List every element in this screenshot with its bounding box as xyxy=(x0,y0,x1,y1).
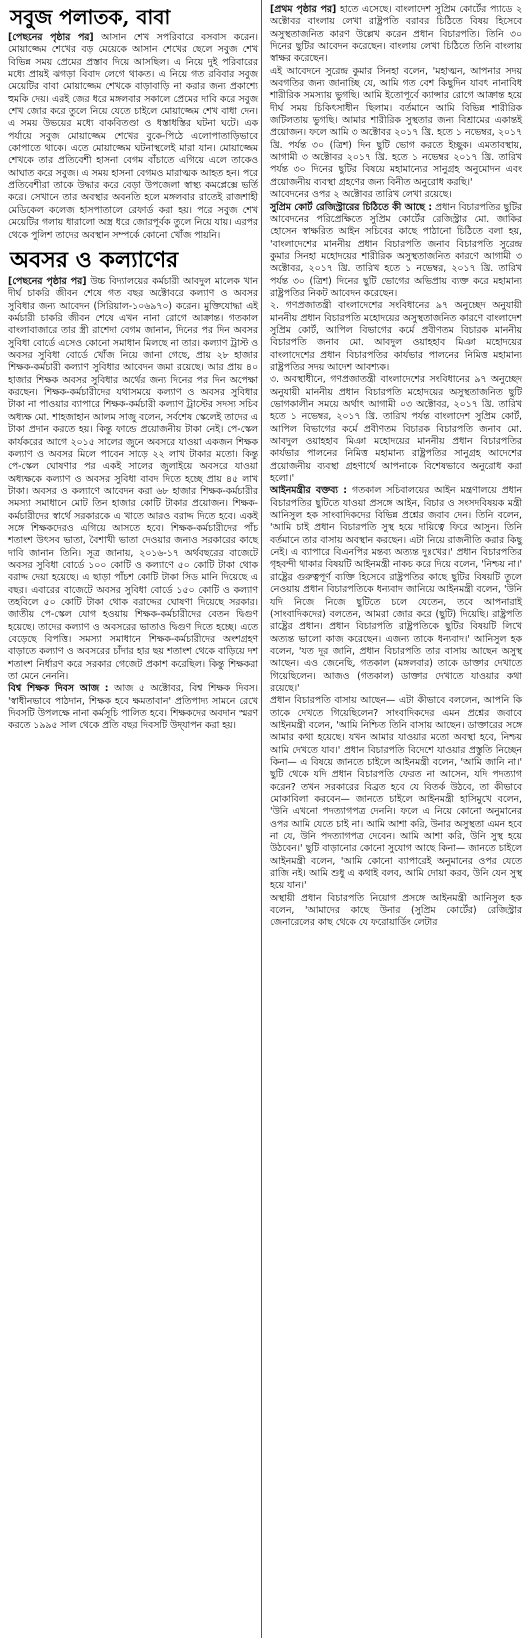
story1-text: আসান শেখ সপরিবারে বসবাস করেন। মোয়াজ্জেম শেখের বড় মেয়েকে আসান শেখের ছেলে সবুজ শেখ বিভিন্ন সময় প্রেমের প্রস্তাব দিয়ে আসছিল। এ নিয়ে দুই পরিবারের মধ্যে প্রায়ই ঝগড়া বিবাদ লেগে থাকত। এ নিয়ে গত রবিবার সবুজ মেয়েটির বাবা মোয়াজ্জেম শেখকে বাড়াবাড়ি না করার জন্য প্রকাশ্যে হুমকি দেয়। এরই জের ধরে মঙ্গলবার সকালে প্রেমের দাবি করে সবুজ শেখ জোর করে তুলে নিয়ে যেতে চাইলে মোয়াজ্জেম শেখ বাধা দেন। এ সময় উভয়ের মধ্যে বাকবিতণ্ডা ও ধস্তাধস্তির ঘটনা ঘটে। এক পর্যায়ে সবুজ মোয়াজ্জেম শেখের বুকে-পিঠে এলোপাতাড়িভাবে কোপাতে থাকে। এতে মোয়াজ্জেম ঘটনাস্থলেই মারা যান। মোয়াজ্জেম শেখকে তার প্রতিবেশী হাসনা বেগম বাঁচাতে এগিয়ে এলে তাকেও আঘাত করে সবুজ। এ সময় হাসনা বেগমও মারাত্মক আহত হন। পরে প্রতিবেশীরা তাকে উদ্ধার করে বেড়া উপজেলা স্বাস্থ্য কমপ্লেক্সে ভর্তি করে। সেখানে তার অবস্থার অবনতি হলে মঙ্গলবার রাতেই রাজশাহী মেডিকেল কলেজ হাসপাতালে রেফার্ড করা হয়। পরে সবুজ শেখ মেয়েটির গলায় ধারালো অস্ত্র ধরে জোরপূর্বক তুলে নিয়ে যায়। এরপর থেকে পুলিশ তাদের অবস্থান সম্পর্কে কোনো খোঁজ পায়নি। xyxy=(8,32,258,241)
paragraph: এই আবেদনে সুরেন্দ্র কুমার সিনহা বলেন, 'মহাত্মন, আপনার সদয় অবগতির জন্য জানাচ্ছি যে, আমি গত বেশ কিছুদিন যাবৎ নানাবিধ শারীরিক সমস্যায় ভুগছি। আমি ইতোপূর্বে ক্যান্সার রোগে আক্রান্ত হয়ে দীর্ঘ সময় চিকিৎসাধীন ছিলাম। বর্তমানে আমি বিভিন্ন শারীরিক জটিলতায় ভুগছি। আমার শারীরিক সুস্থতার জন্য বিশ্রামের একান্তই প্রয়োজন। ফলে আমি ৩ অক্টোবর ২০১৭ খ্রি. হতে ১ নভেম্বর, ২০১৭ খ্রি. পর্যন্ত ৩০ (ত্রিশ) দিন ছুটি ভোগ করতে ইচ্ছুক। এমতাবস্থায়, আগামী ৩ অক্টোবর ২০১৭ খ্রি. হতে ১ নভেম্বর ২০১৭ খ্রি. তারিখ পর্যন্ত ৩০ দিনের ছুটির বিষয়ে মহামান্যের সানুগ্রহ অনুমোদন এবং প্রয়োজনীয় ব্যবস্থা গ্রহণের জন্য বিনীত অনুরোধ করছি।' xyxy=(270,65,522,188)
column-divider xyxy=(261,0,262,1638)
subsection-law-minister xyxy=(270,485,522,695)
subsection-registrar xyxy=(270,202,522,301)
story2-sub xyxy=(8,683,258,732)
subheading: আইনমন্ত্রীর বক্তব্য : xyxy=(270,485,348,497)
intro-text: হাতে এসেছে। বাংলাদেশ সুপ্রিম কোর্টের প্যাডে ২ অক্টোবর বাংলায় লেখা রাষ্ট্রপতি বরাবর চিঠিতে বিষয় হিসেবে অসুস্থতাজনিত কারণ উল্লেখ করেন প্রধান বিচারপতি। তিনি ৩০ দিনের ছুটির আবেদন করেছেন। বাংলায় লেখা চিঠিতে তিনি বাংলায় স্বাক্ষর করেছেন। xyxy=(270,4,522,65)
subheading: সুপ্রিম কোর্ট রেজিস্ট্রারের চিঠিতে কী আছে : xyxy=(270,201,433,213)
continuation-tag: [প্রথম পৃষ্ঠার পর] xyxy=(270,4,337,15)
story1-body xyxy=(8,32,258,242)
subheading: বিশ্ব শিক্ষক দিবস আজ : xyxy=(8,683,109,695)
right-column xyxy=(264,0,526,1638)
paragraph: আবেদনের ওপর ২ অক্টোবর তারিখ লেখা রয়েছে। xyxy=(270,189,452,201)
headline-story1: সবুজ পলাতক, বাবা xyxy=(10,5,171,29)
story2-text: উচ্চ বিদ্যালয়ের কর্মচারী আবদুল মালেক খান দীর্ঘ চাকরি জীবন শেষে গত বছর অক্টোবরে কল্যাণ ও অবসর সুবিধার জন্য আবেদন (সিরিয়াল-১০৬৯৭০) করেন। মুক্তিযোদ্ধা এই কর্মচারী চাকরি জীবন শেষে এখন নানা রোগে আক্রান্ত। গতকাল বাংলাবাজারে তার স্ত্রী রাশেদা বেগম জানান, দিনের পর দিন অবসর সুবিধা বোর্ডে এসেও কোনো সমাধান মিলছে না তার। কল্যাণ ট্রাস্ট ও অবসর সুবিধা বোর্ডে খোঁজ নিয়ে জানা গেছে, প্রায় ২৮ হাজার শিক্ষক-কর্মচারী কল্যাণ সুবিধার আবেদন জমা রয়েছে। আর প্রায় ৪০ হাজার শিক্ষক অবসর সুবিধার অর্থের জন্য দিনের পর দিন অপেক্ষা করছেন। শিক্ষক-কর্মচারীদের যথাসময়ে কল্যাণ ও অবসর সুবিধার টাকা না পাওয়ার ব্যাপারে শিক্ষক-কর্মচারী কল্যাণ ট্রাস্টের সদস্য সচিব অধ্যক্ষ মো. শাহজাহান আলম সাজু বলেন, সর্বশেষ স্কেলেই তাদের এ টাকা প্রদান করতে হয়। কিন্তু ফান্ডে প্রয়োজনীয় টাকা নেই। পে-স্কেল কার্যকরের আগে ২০১৫ সালের জুনে অবসরে যাওয়া একজন শিক্ষক কল্যাণ ও অবসর মিলে পাবেন সাড়ে ২২ লাখ টাকার মতো। কিন্তু পে-স্কেল ঘোষণার পর একই সালের জুলাইয়ে অবসরে যাওয়া অধ্যক্ষকে কল্যাণ ও অবসর সুবিধা বাবদ দিতে হচ্ছে প্রায় ৪৫ লাখ টাকা। অবসর ও কল্যাণে আবেদন করা ৬৮ হাজার শিক্ষক-কর্মচারীর সমস্যা সমাধানে মোট তিন হাজার কোটি টাকার প্রয়োজন। শিক্ষক-কর্মচারীদের স্বার্থে সরকারকে এ খাতে আরও বরাদ্দ দিতে হবে। একই সঙ্গে শিক্ষকদেরও এগিয়ে আসতে হবে। শিক্ষক-কর্মচারীদের পাঁচ শতাংশ উৎসব ভাতা, বৈশাখী ভাতা দেওয়ার জন্যও সরকারের কাছে দাবি জানান তিনি। সূত্র জানায়, ২০১৬-১৭ অর্থবছরের বাজেটে অবসর সুবিধা বোর্ডে ১০০ কোটি ও কল্যাণে ৫০ কোটি টাকা থোক বরাদ্দ দেয়া হয়েছে। এ ছাড়া পাঁচশ কোটি টাকা সিড মানি দিয়েছে এ বছর। এবারের বাজেটে অবসর সুবিধা বোর্ডে ১৫০ কোটি ও কল্যাণ তহবিলে ৫০ কোটি টাকা থোক বরাদ্দের ঘোষণা দিয়েছে সরকার। জাতীয় পে-স্কেল যোগ হওয়ায় শিক্ষক-কর্মচারীদের বেতন দ্বিগুণ হয়েছে। তাদের কল্যাণ ও অবসরের ভাতাও দ্বিগুণ দিতে হচ্ছে। এতে বেড়েছে বিপত্তি। সমস্যা সমাধানে শিক্ষক-কর্মচারীদের অংশগ্রহণ বাড়াতে কল্যাণ ও অবসরের চাঁদার হার ছয় শতাংশ থেকে বাড়িয়ে দশ শতাংশ নির্ধারণ করে সরকার গেজেট প্রকাশ করেছিল। কিন্তু শিক্ষকরা তা মেনে নেননি। xyxy=(8,276,258,683)
story2-sub-text: আজ ৫ অক্টোবর, বিশ্ব শিক্ষক দিবস। 'স্বাধীনভাবে পাঠদান, শিক্ষক হবে ক্ষমতাবান' প্রতিপাদ্য সামনে রেখে দিবসটি উপলক্ষে নানা কর্মসূচি পালিত হবে। শিক্ষকদের অবদান স্মরণ করতে ১৯৯৫ সাল থেকে প্রতি বছর দিবসটি উদ্‌যাপন করা হয়। xyxy=(8,683,258,732)
continuation-tag: [পেছনের পৃষ্ঠার পর] xyxy=(8,32,94,43)
paragraph: অস্থায়ী প্রধান বিচারপতি নিয়োগ প্রসঙ্গে আইনমন্ত্রী আনিসুল হক বলেন, 'আমাদের কাছে উনার (সুপ্রিম কোর্টের) রেজিস্ট্রার জেনারেলের কাছ থেকে যে ফরোয়ার্ডিং লেটার xyxy=(270,892,522,929)
continuation-tag: [পেছনের পৃষ্ঠার পর] xyxy=(8,276,87,288)
story2-body xyxy=(8,276,258,683)
paragraph: ২. গণপ্রজাতন্ত্রী বাংলাদেশের সংবিধানের ৯৭ অনুচ্ছেদ অনুযায়ী মাননীয় প্রধান বিচারপতি মহোদয়ের অসুস্থতাজনিত কারণে বাংলাদেশ সুপ্রিম কোর্ট, আপিল বিভাগের কর্মে প্রবীণতম বিচারক মাননীয় বিচারপতি জনাব মো. আবদুল ওয়াহহাব মিঞা মহোদয়ের বাংলাদেশের প্রধান বিচারপতির কার্যভার পালনের নিমিত্ত মহামান্য রাষ্ট্রপতির সদয় আদেশ আবশ্যক। xyxy=(270,300,522,373)
paragraph: প্রধান বিচারপতি বাসায় আছেন— এটা কীভাবে বললেন, আপনি কি তাকে দেখতে গিয়েছিলেন? সাংবাদিকদের এমন প্রশ্নের জবাবে আইনমন্ত্রী বলেন, 'আমি নিশ্চিত তিনি বাসায় আছেন। ডাক্তারের সঙ্গে আমার কথা হয়েছে। যখন আমার যাওয়ার মতো অবস্থা হবে, নিশ্চয় আমি দেখতে যাব।' প্রধান বিচারপতি বিদেশে যাওয়ার প্রস্তুতি নিচ্ছেন কিনা— এ বিষয়ে জানতে চাইলে আইনমন্ত্রী বলেন, 'আমি জানি না।' ছুটি থেকে যদি প্রধান বিচারপতি ফেরত না আসেন, যদি পদত্যাগ করেন? তখন সরকারের বিব্রত হবে যে বিতর্ক উঠবে, তা কীভাবে মোকাবিলা করবেন— জানতে চাইলে আইনমন্ত্রী হাসিমুখে বলেন, 'উনি এখনো পদত্যাগপত্র দেননি। ফলে এ নিয়ে কোনো অনুমানের ওপর আমি যেতে চাই না। আমি আশা করি, উনার অসুস্থতা এমন হবে না যে, উনি পদত্যাগপত্র দেবেন। আমি আশা করি, উনি সুস্থ হয়ে উঠবেন।' ছুটি বাড়ানোর কোনো সুযোগ আছে কিনা— জানতে চাইলে আইনমন্ত্রী বলেন, 'আমি কোনো ব্যাপারেই অনুমানের ওপর যেতে রাজি নই। আমি শুধু এ কথাই বলব, আমি দোয়া করব, উনি যেন সুস্থ হয়ে যান।' xyxy=(270,695,522,892)
paragraph: ৩. অবস্থাধীনে, গণপ্রজাতন্ত্রী বাংলাদেশের সংবিধানের ৯৭ অনুচ্ছেদ অনুযায়ী মাননীয় প্রধান বিচারপতি মহোদয়ের অসুস্থতাজনিত ছুটি ভোগকালীন সময়ে অর্থাৎ আগামী ০৩ অক্টোবর, ২০১৭ খ্রি. তারিখ হতে ১ নভেম্বর, ২০১৭ খ্রি. তারিখ পর্যন্ত বাংলাদেশ সুপ্রিম কোর্ট, আপিল বিভাগের কর্মে প্রবীণতম বিচারক বিচারপতি জনাব মো. আবদুল ওয়াহহাব মিঞা মহোদয়ের মাননীয় প্রধান বিচারপতির কার্যভার পালনের নিমিত্ত মহামান্য রাষ্ট্রপতির সানুগ্রহ আদেশের প্রয়োজনীয় ব্যবস্থা গ্রহণার্থে আপনাকে বিশেষভাবে অনুরোধ করা হলো।' xyxy=(270,374,522,485)
subsection-text: গতকাল সচিবালয়ের আইন মন্ত্রণালয়ে প্রধান বিচারপতির ছুটিতে যাওয়া প্রসঙ্গে আইন, বিচার ও সংসদবিষয়ক মন্ত্রী আনিসুল হক সাংবাদিকদের বিভিন্ন প্রশ্নের জবাব দেন। তিনি বলেন, 'আমি চাই প্রধান বিচারপতি সুস্থ হয়ে দায়িত্বে ফিরে আসুন। তিনি বর্তমানে তার বাসায় অবস্থান করছেন। এটা নিয়ে রাজনীতি করার কিছু নেই। এ ব্যাপারে বিএনপির মন্তব্য অত্যন্ত দুঃখের।' প্রধান বিচারপতির গৃহবন্দী থাকার বিষয়টি আইনমন্ত্রী নাকচ করে দিয়ে বলেন, 'নিশ্চয় না।' রাষ্ট্রের গুরুত্বপূর্ণ ব্যক্তি হিসেবে রাষ্ট্রপতির কাছে ছুটির বিষয়টি তুলে নেওয়ায় প্রধান বিচারপতিকে ধন্যবাদ জানিয়ে আইনমন্ত্রী বলেন, 'উনি যদি নিজে নিজে ছুটিতে চলে যেতেন, তবে আপনারাই (সাংবাদিকদের) বলতেন, আমরা জোর করে (ছুটি) দিয়েছি। রাষ্ট্রপতি রাষ্ট্রের প্রধান। প্রধান বিচারপতি রাষ্ট্রপতিকে ছুটির বিষয়টি লিখে অত্যন্ত ভালো কাজ করেছেন। এজন্য তাকে ধন্যবাদ।' আনিসুল হক বলেন, 'যত দূর জানি, প্রধান বিচারপতি তার বাসায় আছেন অসুস্থ আছেন। এও জেনেছি, গতকাল (মঙ্গলবার) তাকে ডাক্তার দেখাতে গিয়েছিলেন। আজও (গতকাল) ডাক্তার দেখাতে যাওয়ার কথা রয়েছে।' xyxy=(270,485,522,694)
intro-paragraph xyxy=(270,4,522,66)
subsection-text: প্রধান বিচারপতির ছুটির আবেদনের পরিপ্রেক্ষিতে সুপ্রিম কোর্টের রেজিস্ট্রার মো. জাকির হোসেন স্বাক্ষরিত আইন সচিবের কাছে পাঠানো চিঠিতে বলা হয়, 'বাংলাদেশের মাননীয় প্রধান বিচারপতি জনাব বিচারপতি সুরেন্দ্র কুমার সিনহা মহোদয়ের শারীরিক অসুস্থতাজনিত কারণে আগামী ৩ অক্টোবর, ২০১৭ খ্রি. তারিখ হতে ১ নভেম্বর, ২০১৭ খ্রি. তারিখ পর্যন্ত ৩০ (ত্রিশ) দিনের ছুটি ভোগের অভিপ্রায় ব্যক্ত করে মহামান্য রাষ্ট্রপতির নিকট আবেদন করেছেন। xyxy=(270,201,522,299)
left-column xyxy=(4,0,260,1638)
headline-story2: অবসর ও কল্যাণের xyxy=(10,246,179,273)
